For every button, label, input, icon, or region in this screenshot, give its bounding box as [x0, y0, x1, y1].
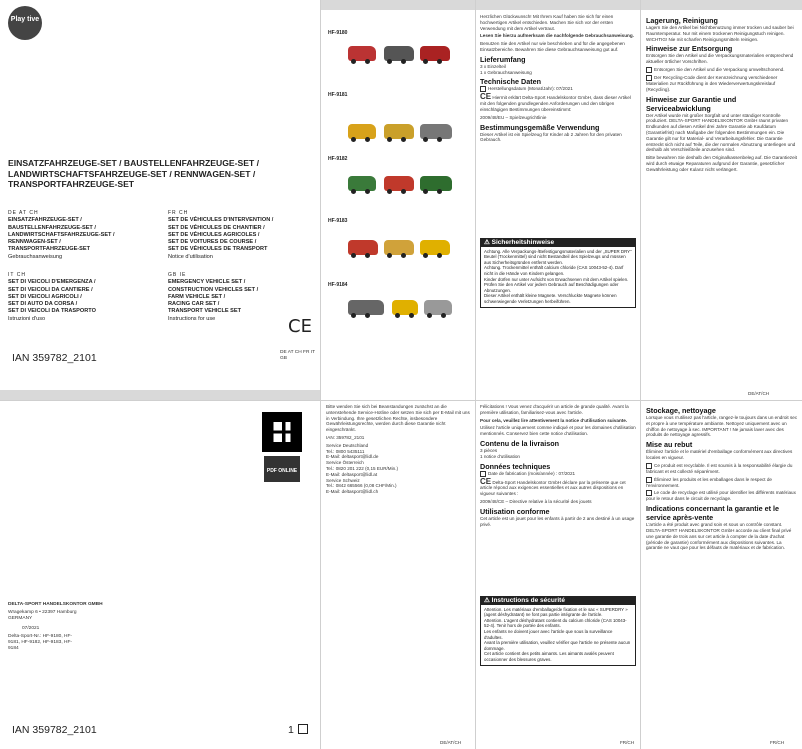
de-safety-box: [480, 238, 636, 308]
ce-icon: CE: [480, 476, 492, 486]
service-line: Service Schweiz: [326, 477, 360, 483]
fr-heading-utilisation: Utilisation conforme: [480, 506, 550, 516]
fr-heading-garantie: Indications concernant la garantie et le service après-vente: [646, 504, 780, 523]
fr-safety-item: Attention. L'agent déshydratant contient du calcium chloride (CAS 10043-52-4). Tenir hors de portée des enfants.: [484, 617, 627, 629]
fr-subtitle: Notice d'utilisation: [168, 253, 213, 260]
de-safety-item: Prüfen Sie den Artikel vor jedem Gebrauch auf Beschädigungen oder Abnutzungen.: [484, 282, 619, 293]
de-line: BAUSTELLENFAHRZEUGE-SET /: [8, 224, 96, 231]
service-line: Service Deutschland: [326, 442, 369, 448]
de-column-2: [646, 14, 798, 175]
de-safety-item: Achtung. Trockenmittel enthält calcium chloride (CAS 10043-52-4). Darf nicht in die Hände von Kindern gelangen.: [484, 265, 624, 276]
fr-column-1: [480, 404, 636, 529]
fr-line: SET DE VÉHICULES D'INTERVENTION /: [168, 217, 274, 224]
service-line: E-Mail: deltasport@lidl.de: [326, 454, 379, 460]
fr-disposal-3: Éliminez les produits et les emballages dans le respect de l'environnement.: [646, 476, 772, 488]
page-number: 1: [288, 724, 294, 736]
qr-code[interactable]: [262, 412, 302, 452]
fr-heading-stockage: Stockage, nettoyage: [646, 406, 716, 415]
gb-line: TRANSPORT VEHICLE SET: [168, 308, 242, 315]
gb-subtitle: Instructions for use: [168, 315, 216, 322]
fr-intended-use: Cet article est un jouet pour les enfants à partir de 2 ans destiné à un usage privé.: [480, 515, 635, 527]
fold-line-3: [640, 0, 641, 749]
flags-gb: GB IE: [168, 272, 187, 278]
de-conformity: Hiermit erklärt Delta-Sport Handelskontor GmbH, dass dieser Artikel mit den folgenden grundlegenden Anforderungen und den übrigen einschlägigen Bestimmungen übereinstimmt:: [480, 95, 631, 112]
gb-line: FARM VEHICLE SET /: [168, 293, 226, 300]
fr-safety-box: [480, 596, 636, 666]
cover-ian: IAN 359782_2101: [12, 352, 97, 364]
de-line: EINSATZFAHRZEUGE-SET /: [8, 217, 82, 224]
de-manufacture-date: Herstellungsdatum (Monat/Jahr): 07/2021: [488, 86, 573, 92]
fr-disposal-2: Ce produit est recyclable. Il est soumis à la responsabilité élargie du fabricant et est collecté séparément.: [646, 463, 793, 474]
service-ian: IAN: 359782_2101: [326, 434, 365, 440]
service-intro: Bitte wenden Sie sich bei Beanstandungen zunächst an die untenstehende Service-Hotline oder setzen Sie sich per E-Mail mit uns in Verbindung. Ihre gesetzlichen Rechte, insbesondere Gewährleistungsrechte, werden durch diese Garantie nicht eingeschränkt.: [326, 404, 470, 433]
fold-line-2: [475, 0, 476, 749]
lang-block-fr: [168, 210, 318, 261]
car-image: [420, 176, 452, 191]
fr-line: SET DE VÉHICULES DE TRANSPORT: [168, 246, 268, 253]
car-image: [424, 300, 452, 315]
recycle-icon: [646, 67, 652, 73]
it-line: SET DI VEICOLI AGRICOLI /: [8, 293, 82, 300]
de-heading-lieferumfang: Lieferumfang: [480, 54, 526, 64]
car-image: [392, 300, 418, 315]
cover-title: EINSATZFAHRZEUGE-SET / BAUSTELLENFAHRZEUGE-SET / LANDWIRTSCHAFTSFAHRZEUGE-SET / RENNWAGEN-SET / TRANSPORTFAHRZEUGE-SET: [8, 158, 259, 189]
car-image: [384, 46, 414, 61]
fr-warranty: L'article a été produit avec grand soin et sous un contrôle constant. DELTA-SPORT HANDELSKONTOR GmbH accorde au client final privé une garantie de trois ans sur cet article à compter de la date d'achat (période de garantie) conformément aux dispositions suivantes. La garantie ne vaut que pour les défauts de matériaux et de fabrication.: [646, 522, 792, 551]
company-address: Wragekamp 6 • 22397 Hamburg GERMANY: [8, 610, 77, 621]
service-line: Tel.: 0820 201 222 (0,15 EUR/Min.): [326, 465, 399, 471]
de-safety-item: Kinder dürfen nur unter Aufsicht von Erwachsenen mit dem Artikel spielen.: [484, 276, 629, 282]
de-safety-heading: Sicherheitshinweise: [491, 239, 555, 246]
de-disposal: Entsorgen Sie den Artikel und die Verpackungsmaterialien entsprechend aktueller örtlicher Vorschriften.: [646, 53, 794, 65]
car-image: [348, 176, 376, 191]
fold-line-1: [320, 0, 321, 749]
de-intro: Herzlichen Glückwunsch! Mit Ihrem Kauf haben Sie sich für einen hochwertigen Artikel entschieden. Machen Sie sich vor der ersten Verwendung mit dem Artikel vertraut.: [480, 14, 614, 31]
de-safety-item: Achtung. Alle Verpackungs-/Befestigungsmaterialien und der „SUPER DRY“ Beutel (Trockenmittel) sind nicht Bestandteil des Spielzeugs und müssen aus Sicherheitsgründen entfernt werden.: [484, 248, 632, 265]
de-usage-note: Benutzen Sie den Artikel nur wie beschrieben und für die angegebenen Einsatzbereiche. Bewahren Sie diese Gebrauchsanweisung gut auf.: [480, 41, 625, 52]
it-subtitle: Istruzioni d'uso: [8, 315, 46, 322]
car-image: [384, 240, 414, 255]
left-bottom-strip: [0, 390, 320, 400]
flags-de: DE AT CH: [8, 210, 39, 216]
de-intended-use: Dieser Artikel ist ein Spielzeug für Kinder ab 2 Jahren für den privaten Gebrauch.: [480, 131, 622, 143]
back-date: 07/2021: [22, 626, 40, 631]
ce-icon: CE: [480, 92, 492, 102]
service-column: [326, 404, 472, 495]
de-heading-lagerung: Lagerung, Reinigung: [646, 16, 718, 25]
footer-label: DE/AT/CH: [440, 740, 462, 745]
service-line: Tel.: 0842 665566 (0,08 CHF/Min.): [326, 483, 397, 489]
de-contents-item: 1 x Gebrauchsanweisung: [480, 69, 532, 75]
fr-line: SET DE VÉHICULES DE CHANTIER /: [168, 224, 265, 231]
model-label: HF-9184: [328, 282, 348, 288]
de-line: LANDWIRTSCHAFTSFAHRZEUGE-SET /: [8, 231, 115, 238]
warning-icon: ⚠: [484, 597, 490, 604]
model-label: HF-9181: [328, 92, 348, 98]
fr-disposal: Éliminez l'article et le matériel d'emballage conformément aux directives locales en vigueur.: [646, 449, 793, 460]
fr-column-2: [646, 404, 798, 553]
fr-usage-note: Utilisez l'article uniquement comme indiqué et pour les domaines d'utilisation mentionnés. Conservez bien cette notice d'utilisation.: [480, 425, 636, 437]
de-heading-technische: Technische Daten: [480, 77, 541, 87]
fr-read-note: Pour cela, veuillez lire attentivement la notice d'utilisation suivante.: [480, 417, 628, 423]
service-line: Tel.: 0800 5435111: [326, 448, 365, 454]
de-column-1: [480, 14, 636, 145]
de-heading-entsorgung: Hinweise zur Entsorgung: [646, 44, 733, 54]
de-safety-item: Dieser Artikel enthält kleine Magnete. Verschluckte Magnete können schwerwiegende Verletzungen herbeiführen.: [484, 293, 617, 304]
gb-line: EMERGENCY VEHICLE SET /: [168, 279, 246, 286]
it-line: SET DI VEICOLI DA CANTIERE /: [8, 286, 93, 293]
car-image: [348, 300, 384, 315]
flags-fr: FR CH: [168, 210, 189, 216]
de-contents-item: 3 x Einzelteil: [480, 63, 506, 69]
de-storage: Lagern Sie den Artikel bei Nichtbenutzung immer trocken und sauber bei Raumtemperatur. Nur mit einem trockenen Reinigungstuch reinigen. WICHTIG! Nie mit scharfen Reinigungsmitteln reinigen.: [646, 25, 794, 42]
fr-line: SET DE VOITURES DE COURSE /: [168, 239, 257, 246]
car-image: [348, 46, 376, 61]
de-heading-bestimmung: Bestimmungsgemäße Verwendung: [480, 122, 600, 132]
fr-recycling: Le code de recyclage est utilisé pour identifier les différents matériaux pour le retour dans le circuit de recyclage.: [646, 490, 796, 502]
fr-safety-item: Attention. Les matériaux d'emballage/de fixation et le sac « SUPERDRY » (agent déshydratant) ne font pas partie intégrante de l'article.: [484, 606, 628, 618]
back-models: Delta-Sport-Nr.: HF-9180, HF-9181, HF-9182, HF-9183, HF-9184: [8, 634, 72, 651]
service-line: Service Österreich: [326, 460, 364, 466]
fr-line: SET DE VÉHICULES AGRICOLES /: [168, 231, 260, 238]
car-image: [420, 240, 450, 255]
checkbox-square: [298, 724, 308, 734]
de-line: TRANSPORTFAHRZEUGE-SET: [8, 246, 91, 253]
car-image: [384, 176, 414, 191]
car-image: [348, 240, 378, 255]
fr-safety-heading: Instructions de sécurité: [491, 597, 565, 604]
car-image: [348, 124, 376, 139]
small-flags: DE AT CH FR IT GB: [280, 350, 315, 361]
fr-heading-donnees: Données techniques: [480, 461, 551, 471]
back-ian: IAN 359782_2101: [12, 724, 97, 736]
car-image: [420, 46, 450, 61]
fr-contents-item: 3 pièces: [480, 447, 498, 453]
de-disposal-2: Entsorgen Sie den Artikel und die Verpackung umweltschonend.: [654, 67, 785, 73]
de-heading-garantie: Hinweise zur Garantie und Serviceabwicklung: [646, 94, 737, 113]
lang-block-de: [8, 210, 158, 261]
pdf-online-badge[interactable]: PDF ONLINE: [264, 456, 300, 482]
car-image: [384, 124, 414, 139]
fr-heading-rebut: Mise au rebut: [646, 440, 693, 450]
top-grey-strip: [320, 0, 802, 10]
de-warranty-2: Bitte bewahren Sie deshalb den Originalkassenbeleg auf. Die Garantiezeit wird durch etwaige Reparaturen aufgrund der Garantie, gesetzlicher Gewährleistung oder Kulanz nicht verlängert.: [646, 155, 797, 172]
it-line: SET DI VEICOLI D'EMERGENZA /: [8, 279, 96, 286]
de-warranty: Der Artikel wurde mit großer Sorgfalt und unter ständiger Kontrolle produziert. DELTA-SPORT HANDELSKONTOR GmbH räumt privaten Endkunden auf diesen Artikel drei Jahre Garantie ab Kaufdatum (Garantiefrist) nach Maßgabe der folgenden Bestimmungen ein. Die Garantie gilt nur für Material- und Verarbeitungsfehler. Die Garantie erstreckt sich nicht auf Teile, die der normalen Abnutzung unterliegen und deshalb als Verschleißteile anzusehen sind.: [646, 112, 796, 153]
footer-label: FR/CH: [620, 740, 635, 745]
de-directive: 2009/48/EU – Spielzeugrichtlinie: [480, 114, 547, 120]
gb-line: CONSTRUCTION VEHICLES SET /: [168, 286, 259, 293]
fr-storage: Lorsque vous n'utilisez pas l'article, rangez-le toujours dans un endroit sec et propre à une température ambiante. Nettoyez uniquement avec un chiffon de nettoyage à sec. IMPORTANT ! Ne jamais laver avec des produits de nettoyage agressifs.: [646, 415, 798, 438]
company-name: DELTA-SPORT HANDELSKONTOR GMBH: [8, 602, 103, 607]
fr-contents-item: 1 notice d'utilisation: [480, 453, 520, 459]
fr-manufacture-date: Date de fabrication (mois/année) : 07/2021: [488, 470, 576, 476]
fr-intro: Félicitations ! Vous venez d'acquérir un article de grande qualité. Avant la première utilisation, familiarisez-vous avec l'article.: [480, 404, 629, 415]
warning-icon: ⚠: [484, 239, 490, 246]
horizontal-fold: [0, 400, 802, 401]
de-read-note: Lesen Sie hierzu aufmerksam die nachfolgende Gebrauchsanweisung.: [480, 33, 634, 39]
fr-safety-item: Les enfants ne doivent jouer avec l'article que sous la surveillance d'adultes.: [484, 628, 613, 640]
de-subtitle: Gebrauchsanweisung: [8, 253, 63, 260]
brand-logo: [8, 6, 42, 40]
service-line: E-Mail: deltasport@lidl.at: [326, 471, 378, 477]
model-label: HF-9180: [328, 30, 348, 36]
gb-line: RACING CAR SET /: [168, 301, 220, 308]
fr-safety-item: Cet article contient des petits aimants. Les aimants avalés peuvent occasionner des blessures graves.: [484, 651, 614, 662]
model-label: HF-9182: [328, 156, 348, 162]
lang-block-it: [8, 272, 158, 323]
service-line: E-Mail: deltasport@lidl.ch: [326, 489, 379, 495]
flags-it: IT CH: [8, 272, 26, 278]
footer-label: DE/AT/CH: [748, 391, 770, 396]
car-image: [420, 124, 452, 139]
fr-safety-item: Avant la première utilisation, veuillez vérifier que l'article ne présente aucun dommage.: [484, 640, 631, 651]
de-recycling: Der Recycling-Code dient der Kennzeichnung verschiedener Materialien zur Rückführung in den Wiederverwertungskreislauf (Recycling).: [646, 75, 778, 92]
model-label: HF-9183: [328, 218, 348, 224]
footer-label: FR/CH: [770, 740, 785, 745]
fr-declaration: Delta-Sport Handelskontor GmbH déclare par la présente que cet article répond aux exigences essentielles et aux autres dispositions en vigueur suivantes :: [480, 479, 626, 497]
fr-directive: 2009/48/CE – Directive relative à la sécurité des jouets: [480, 498, 592, 504]
it-line: SET DI AUTO DA CORSA /: [8, 301, 78, 308]
ce-mark: CE: [288, 316, 312, 337]
fr-heading-contenu: Contenu de la livraison: [480, 438, 560, 448]
de-line: RENNWAGEN-SET /: [8, 239, 61, 246]
it-line: SET DI VEICOLI DA TRASPORTO: [8, 308, 96, 315]
logo-text: Play tive: [10, 16, 40, 23]
